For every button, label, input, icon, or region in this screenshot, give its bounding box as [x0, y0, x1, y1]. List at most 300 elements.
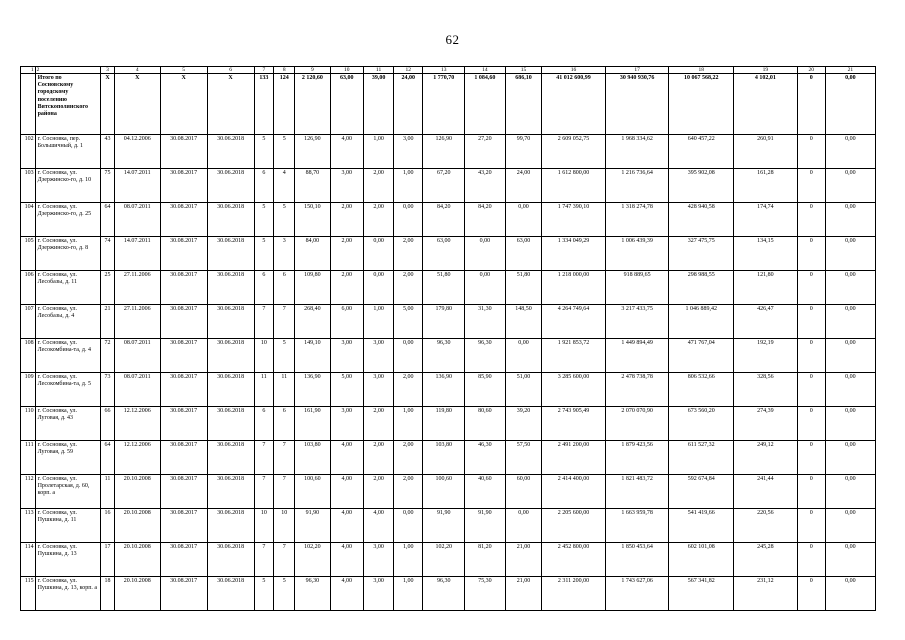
cell-col-5: 30.08.2017 — [160, 169, 207, 203]
cell-col-2: г. Сосновка, ул. Пушкина, д. 13 — [35, 543, 101, 577]
cell-col-6: 30.06.2018 — [207, 169, 254, 203]
cell-col-7: 5 — [254, 237, 274, 271]
cell-col-2: г. Сосновка, ул. Пролетарская, д. 60, корп. а — [35, 475, 101, 509]
cell-col-14: 14 — [465, 67, 506, 74]
cell-col-15: 24,00 — [505, 169, 541, 203]
cell-col-3: 64 — [101, 203, 115, 237]
cell-col-15: 63,00 — [505, 237, 541, 271]
cell-col-9: 126,90 — [295, 135, 330, 169]
cell-col-4: 08.07.2011 — [114, 203, 160, 237]
cell-col-8: 5 — [274, 339, 295, 373]
cell-col-4: 27.11.2006 — [114, 271, 160, 305]
table-row — [21, 373, 876, 407]
cell-col-1: 104 — [21, 203, 36, 237]
cell-col-11: 11 — [363, 67, 393, 74]
cell-col-10: 3,00 — [330, 407, 363, 441]
cell-col-15: 0,00 — [505, 203, 541, 237]
cell-col-10: 4,00 — [330, 509, 363, 543]
cell-col-6: 30.06.2018 — [207, 441, 254, 475]
cell-col-2: г. Сосновка, ул. Пушкина, д. 13, корп. а — [35, 577, 101, 611]
cell-col-1: 110 — [21, 407, 36, 441]
cell-col-13: 67,20 — [423, 169, 465, 203]
cell-col-5: Х — [160, 74, 207, 135]
cell-col-14: 27,20 — [465, 135, 506, 169]
cell-col-16: 2 491 200,00 — [542, 441, 606, 475]
cell-col-21: 0,00 — [825, 74, 875, 135]
cell-col-5: 30.08.2017 — [160, 475, 207, 509]
table-row — [21, 203, 876, 237]
cell-col-14: 1 084,60 — [465, 74, 506, 135]
cell-col-16: 2 414 400,00 — [542, 475, 606, 509]
cell-col-17: 1 663 959,78 — [605, 509, 669, 543]
cell-col-7: 6 — [254, 407, 274, 441]
cell-col-2: г. Сосновка, пер. Большичный, д. 1 — [35, 135, 101, 169]
cell-col-3: 17 — [101, 543, 115, 577]
cell-col-20: 0 — [797, 339, 825, 373]
cell-col-1: 1 — [21, 67, 36, 74]
cell-col-19: 241,44 — [734, 475, 798, 509]
cell-col-12: 2,00 — [394, 271, 423, 305]
cell-col-2: г. Сосновка, ул. Пушкина, д. 11 — [35, 509, 101, 543]
cell-col-19: 121,80 — [734, 271, 798, 305]
cell-col-11: 3,00 — [363, 543, 393, 577]
table-row — [21, 509, 876, 543]
cell-col-5: 30.08.2017 — [160, 271, 207, 305]
cell-col-7: 133 — [254, 74, 274, 135]
cell-col-17: 918 889,65 — [605, 271, 669, 305]
cell-col-8: 6 — [274, 407, 295, 441]
cell-col-1: 109 — [21, 373, 36, 407]
cell-col-21: 0,00 — [825, 543, 875, 577]
cell-col-9: 84,00 — [295, 237, 330, 271]
cell-col-18: 471 767,04 — [669, 339, 734, 373]
cell-col-18: 806 532,66 — [669, 373, 734, 407]
cell-col-8: 11 — [274, 373, 295, 407]
cell-col-5: 30.08.2017 — [160, 237, 207, 271]
cell-col-4: Х — [114, 74, 160, 135]
cell-col-19: 19 — [734, 67, 798, 74]
cell-col-16: 1 334 049,29 — [542, 237, 606, 271]
cell-col-14: 85,90 — [465, 373, 506, 407]
cell-col-11: 2,00 — [363, 169, 393, 203]
cell-col-12: 5,00 — [394, 305, 423, 339]
cell-col-9: 150,10 — [295, 203, 330, 237]
cell-col-11: 1,00 — [363, 135, 393, 169]
cell-col-8: 5 — [274, 577, 295, 611]
cell-col-5: 30.08.2017 — [160, 509, 207, 543]
table-row — [21, 441, 876, 475]
cell-col-6: 30.06.2018 — [207, 237, 254, 271]
cell-col-21: 0,00 — [825, 169, 875, 203]
cell-col-4: 20.10.2008 — [114, 543, 160, 577]
cell-col-12: 0,00 — [394, 339, 423, 373]
cell-col-12: 0,00 — [394, 203, 423, 237]
cell-col-17: 1 850 453,64 — [605, 543, 669, 577]
cell-col-1: 114 — [21, 543, 36, 577]
cell-col-5: 30.08.2017 — [160, 543, 207, 577]
cell-col-15: 39,20 — [505, 407, 541, 441]
cell-col-1: 105 — [21, 237, 36, 271]
cell-col-15: 51,80 — [505, 271, 541, 305]
cell-col-3: 73 — [101, 373, 115, 407]
cell-col-7: 10 — [254, 339, 274, 373]
cell-col-3: 3 — [101, 67, 115, 74]
column-number-row — [21, 67, 876, 74]
cell-col-18: 18 — [669, 67, 734, 74]
cell-col-2: г. Сосновка, ул. Луговая, д. 59 — [35, 441, 101, 475]
cell-col-3: 66 — [101, 407, 115, 441]
cell-col-3: 16 — [101, 509, 115, 543]
cell-col-6: 30.06.2018 — [207, 509, 254, 543]
cell-col-1: 102 — [21, 135, 36, 169]
table-row — [21, 169, 876, 203]
cell-col-18: 567 341,82 — [669, 577, 734, 611]
cell-col-21: 21 — [825, 67, 875, 74]
cell-col-5: 30.08.2017 — [160, 441, 207, 475]
table-row — [21, 271, 876, 305]
cell-col-20: 0 — [797, 543, 825, 577]
cell-col-21: 0,00 — [825, 135, 875, 169]
cell-col-12: 0,00 — [394, 509, 423, 543]
cell-col-13: 136,90 — [423, 373, 465, 407]
cell-col-13: 1 770,70 — [423, 74, 465, 135]
cell-col-8: 7 — [274, 543, 295, 577]
cell-col-21: 0,00 — [825, 237, 875, 271]
cell-col-17: 1 449 894,49 — [605, 339, 669, 373]
cell-col-3: 75 — [101, 169, 115, 203]
cell-col-18: 640 457,22 — [669, 135, 734, 169]
cell-col-1: 106 — [21, 271, 36, 305]
cell-col-12: 2,00 — [394, 237, 423, 271]
table-row — [21, 577, 876, 611]
cell-col-12: 3,00 — [394, 135, 423, 169]
cell-col-13: 103,80 — [423, 441, 465, 475]
cell-col-14: 46,30 — [465, 441, 506, 475]
cell-col-12: 12 — [394, 67, 423, 74]
cell-col-8: 5 — [274, 135, 295, 169]
cell-col-21: 0,00 — [825, 373, 875, 407]
cell-col-4: 08.07.2011 — [114, 339, 160, 373]
cell-col-11: 2,00 — [363, 203, 393, 237]
cell-col-9: 91,90 — [295, 509, 330, 543]
cell-col-13: 96,30 — [423, 339, 465, 373]
cell-col-20: 0 — [797, 203, 825, 237]
cell-col-16: 1 747 390,10 — [542, 203, 606, 237]
cell-col-17: 1 216 736,64 — [605, 169, 669, 203]
table-row — [21, 305, 876, 339]
cell-col-13: 96,30 — [423, 577, 465, 611]
cell-col-9: 109,80 — [295, 271, 330, 305]
cell-col-6: 30.06.2018 — [207, 577, 254, 611]
cell-col-9: 88,70 — [295, 169, 330, 203]
cell-col-12: 2,00 — [394, 373, 423, 407]
cell-col-20: 0 — [797, 74, 825, 135]
cell-col-16: 16 — [542, 67, 606, 74]
cell-col-18: 428 940,58 — [669, 203, 734, 237]
cell-col-16: 4 264 749,64 — [542, 305, 606, 339]
cell-col-15: 0,00 — [505, 509, 541, 543]
cell-col-9: 102,20 — [295, 543, 330, 577]
cell-col-3: 18 — [101, 577, 115, 611]
table-row — [21, 135, 876, 169]
cell-col-7: 10 — [254, 509, 274, 543]
cell-col-2: г. Сосновка, ул. Дзержинско-го, д. 10 — [35, 169, 101, 203]
cell-col-19: 4 102,01 — [734, 74, 798, 135]
cell-col-6: 30.06.2018 — [207, 339, 254, 373]
cell-col-4: 20.10.2008 — [114, 509, 160, 543]
cell-col-6: 30.06.2018 — [207, 475, 254, 509]
cell-col-6: 30.06.2018 — [207, 373, 254, 407]
cell-col-18: 673 560,20 — [669, 407, 734, 441]
cell-col-8: 10 — [274, 509, 295, 543]
cell-col-20: 0 — [797, 237, 825, 271]
cell-col-10: 2,00 — [330, 271, 363, 305]
cell-col-14: 91,90 — [465, 509, 506, 543]
cell-col-20: 0 — [797, 441, 825, 475]
cell-col-21: 0,00 — [825, 305, 875, 339]
cell-col-19: 174,74 — [734, 203, 798, 237]
cell-col-5: 5 — [160, 67, 207, 74]
cell-col-6: 30.06.2018 — [207, 271, 254, 305]
cell-col-5: 30.08.2017 — [160, 305, 207, 339]
cell-col-18: 395 902,08 — [669, 169, 734, 203]
cell-col-5: 30.08.2017 — [160, 339, 207, 373]
cell-col-19: 426,47 — [734, 305, 798, 339]
cell-col-12: 1,00 — [394, 543, 423, 577]
cell-col-17: 1 006 439,39 — [605, 237, 669, 271]
cell-col-7: 7 — [254, 67, 274, 74]
cell-col-3: 11 — [101, 475, 115, 509]
cell-col-10: 3,00 — [330, 169, 363, 203]
cell-col-7: 5 — [254, 135, 274, 169]
cell-col-9: 2 120,60 — [295, 74, 330, 135]
cell-col-5: 30.08.2017 — [160, 407, 207, 441]
table-row — [21, 339, 876, 373]
cell-col-13: 102,20 — [423, 543, 465, 577]
cell-col-10: 4,00 — [330, 577, 363, 611]
cell-col-5: 30.08.2017 — [160, 135, 207, 169]
cell-col-16: 2 609 052,75 — [542, 135, 606, 169]
cell-col-4: 08.07.2011 — [114, 373, 160, 407]
cell-col-12: 2,00 — [394, 475, 423, 509]
cell-col-14: 31,30 — [465, 305, 506, 339]
cell-col-21: 0,00 — [825, 339, 875, 373]
cell-col-15: 15 — [505, 67, 541, 74]
cell-col-16: 2 452 800,00 — [542, 543, 606, 577]
cell-col-11: 3,00 — [363, 339, 393, 373]
cell-col-4: 20.10.2008 — [114, 475, 160, 509]
page-number: 62 — [445, 32, 460, 47]
cell-col-21: 0,00 — [825, 407, 875, 441]
cell-col-21: 0,00 — [825, 203, 875, 237]
cell-col-20: 0 — [797, 407, 825, 441]
cell-col-12: 2,00 — [394, 441, 423, 475]
cell-col-9: 161,90 — [295, 407, 330, 441]
cell-col-14: 0,00 — [465, 271, 506, 305]
cell-col-6: 6 — [207, 67, 254, 74]
cell-col-17: 1 318 274,78 — [605, 203, 669, 237]
cell-col-5: 30.08.2017 — [160, 203, 207, 237]
cell-col-14: 96,30 — [465, 339, 506, 373]
cell-col-17: 1 879 423,56 — [605, 441, 669, 475]
cell-col-2: г. Сосновка, ул. Дзержинско-го, д. 8 — [35, 237, 101, 271]
cell-col-9: 149,10 — [295, 339, 330, 373]
cell-col-13: 63,00 — [423, 237, 465, 271]
cell-col-14: 0,00 — [465, 237, 506, 271]
cell-col-17: 1 968 334,62 — [605, 135, 669, 169]
cell-col-2: г. Сосновка, ул. Лесобазы, д. 11 — [35, 271, 101, 305]
cell-col-1: 103 — [21, 169, 36, 203]
cell-col-7: 5 — [254, 577, 274, 611]
cell-col-2: г. Сосновка, ул. Лесобазы, д. 4 — [35, 305, 101, 339]
cell-col-1: 112 — [21, 475, 36, 509]
cell-col-11: 0,00 — [363, 237, 393, 271]
cell-col-2: г. Сосновка, ул. Луговая, д. 43 — [35, 407, 101, 441]
cell-col-20: 20 — [797, 67, 825, 74]
cell-col-15: 21,00 — [505, 543, 541, 577]
cell-col-4: 12.12.2006 — [114, 441, 160, 475]
cell-col-18: 541 419,66 — [669, 509, 734, 543]
cell-col-11: 2,00 — [363, 407, 393, 441]
cell-col-6: 30.06.2018 — [207, 305, 254, 339]
cell-col-17: 3 217 433,75 — [605, 305, 669, 339]
cell-col-8: 7 — [274, 475, 295, 509]
cell-col-3: 21 — [101, 305, 115, 339]
cell-col-15: 0,00 — [505, 339, 541, 373]
cell-col-19: 274,39 — [734, 407, 798, 441]
cell-col-12: 1,00 — [394, 577, 423, 611]
cell-col-12: 1,00 — [394, 407, 423, 441]
cell-col-9: 268,40 — [295, 305, 330, 339]
cell-col-5: 30.08.2017 — [160, 373, 207, 407]
cell-col-9: 136,90 — [295, 373, 330, 407]
cell-col-6: Х — [207, 74, 254, 135]
cell-col-21: 0,00 — [825, 577, 875, 611]
cell-col-11: 2,00 — [363, 475, 393, 509]
cell-col-9: 100,60 — [295, 475, 330, 509]
cell-col-9: 96,30 — [295, 577, 330, 611]
cell-col-4: 04.12.2006 — [114, 135, 160, 169]
cell-col-1: 107 — [21, 305, 36, 339]
cell-col-20: 0 — [797, 305, 825, 339]
cell-col-8: 7 — [274, 441, 295, 475]
cell-col-17: 17 — [605, 67, 669, 74]
cell-col-8: 7 — [274, 305, 295, 339]
cell-col-8: 124 — [274, 74, 295, 135]
cell-col-17: 1 743 627,06 — [605, 577, 669, 611]
cell-col-2: г. Сосновка, ул. Дзержинско-го, д. 25 — [35, 203, 101, 237]
cell-col-11: 2,00 — [363, 441, 393, 475]
cell-col-16: 2 311 200,00 — [542, 577, 606, 611]
cell-col-12: 24,00 — [394, 74, 423, 135]
cell-col-18: 10 067 568,22 — [669, 74, 734, 135]
cell-col-1: 108 — [21, 339, 36, 373]
cell-col-11: 3,00 — [363, 373, 393, 407]
cell-col-16: 2 205 600,00 — [542, 509, 606, 543]
cell-col-20: 0 — [797, 271, 825, 305]
table-row — [21, 475, 876, 509]
cell-col-3: 43 — [101, 135, 115, 169]
cell-col-10: 3,00 — [330, 339, 363, 373]
cell-col-15: 148,50 — [505, 305, 541, 339]
cell-col-13: 51,80 — [423, 271, 465, 305]
cell-col-1: 115 — [21, 577, 36, 611]
cell-col-15: 57,50 — [505, 441, 541, 475]
cell-col-17: 30 940 930,76 — [605, 74, 669, 135]
cell-col-7: 7 — [254, 305, 274, 339]
cell-col-15: 51,00 — [505, 373, 541, 407]
cell-col-21: 0,00 — [825, 271, 875, 305]
cell-col-5: 30.08.2017 — [160, 577, 207, 611]
cell-col-19: 231,12 — [734, 577, 798, 611]
cell-col-15: 686,10 — [505, 74, 541, 135]
cell-col-8: 3 — [274, 237, 295, 271]
cell-col-18: 298 988,55 — [669, 271, 734, 305]
cell-col-17: 2 478 738,78 — [605, 373, 669, 407]
cell-col-7: 7 — [254, 475, 274, 509]
cell-col-19: 192,19 — [734, 339, 798, 373]
cell-col-8: 5 — [274, 203, 295, 237]
cell-col-17: 1 821 483,72 — [605, 475, 669, 509]
cell-col-1: 111 — [21, 441, 36, 475]
cell-col-21: 0,00 — [825, 475, 875, 509]
cell-col-13: 179,80 — [423, 305, 465, 339]
cell-col-10: 4,00 — [330, 543, 363, 577]
cell-col-15: 21,00 — [505, 577, 541, 611]
cell-col-13: 91,90 — [423, 509, 465, 543]
cell-col-20: 0 — [797, 135, 825, 169]
cell-col-13: 126,90 — [423, 135, 465, 169]
cell-col-18: 611 527,32 — [669, 441, 734, 475]
cell-col-11: 1,00 — [363, 305, 393, 339]
cell-col-8: 4 — [274, 169, 295, 203]
cell-col-10: 6,00 — [330, 305, 363, 339]
total-row — [21, 74, 876, 135]
cell-col-14: 75,30 — [465, 577, 506, 611]
cell-col-7: 6 — [254, 169, 274, 203]
cell-col-7: 6 — [254, 271, 274, 305]
cell-col-16: 3 285 600,00 — [542, 373, 606, 407]
cell-col-18: 327 475,75 — [669, 237, 734, 271]
cell-col-19: 220,56 — [734, 509, 798, 543]
cell-col-11: 3,00 — [363, 577, 393, 611]
table-row — [21, 543, 876, 577]
cell-col-6: 30.06.2018 — [207, 135, 254, 169]
cell-col-6: 30.06.2018 — [207, 543, 254, 577]
cell-col-7: 7 — [254, 543, 274, 577]
cell-col-11: 39,00 — [363, 74, 393, 135]
cell-col-17: 2 070 070,90 — [605, 407, 669, 441]
cell-col-7: 5 — [254, 203, 274, 237]
cell-col-4: 14.07.2011 — [114, 169, 160, 203]
cell-col-7: 7 — [254, 441, 274, 475]
cell-col-21: 0,00 — [825, 441, 875, 475]
cell-col-10: 4,00 — [330, 475, 363, 509]
cell-col-10: 63,00 — [330, 74, 363, 135]
cell-col-9: 103,80 — [295, 441, 330, 475]
cell-col-14: 84,20 — [465, 203, 506, 237]
cell-col-20: 0 — [797, 169, 825, 203]
cell-col-6: 30.06.2018 — [207, 203, 254, 237]
cell-col-19: 161,28 — [734, 169, 798, 203]
cell-col-8: 6 — [274, 271, 295, 305]
cell-col-12: 1,00 — [394, 169, 423, 203]
cell-col-14: 81,20 — [465, 543, 506, 577]
cell-col-4: 27.11.2006 — [114, 305, 160, 339]
cell-col-19: 260,91 — [734, 135, 798, 169]
cell-col-1 — [21, 74, 36, 135]
cell-col-16: 2 743 905,49 — [542, 407, 606, 441]
